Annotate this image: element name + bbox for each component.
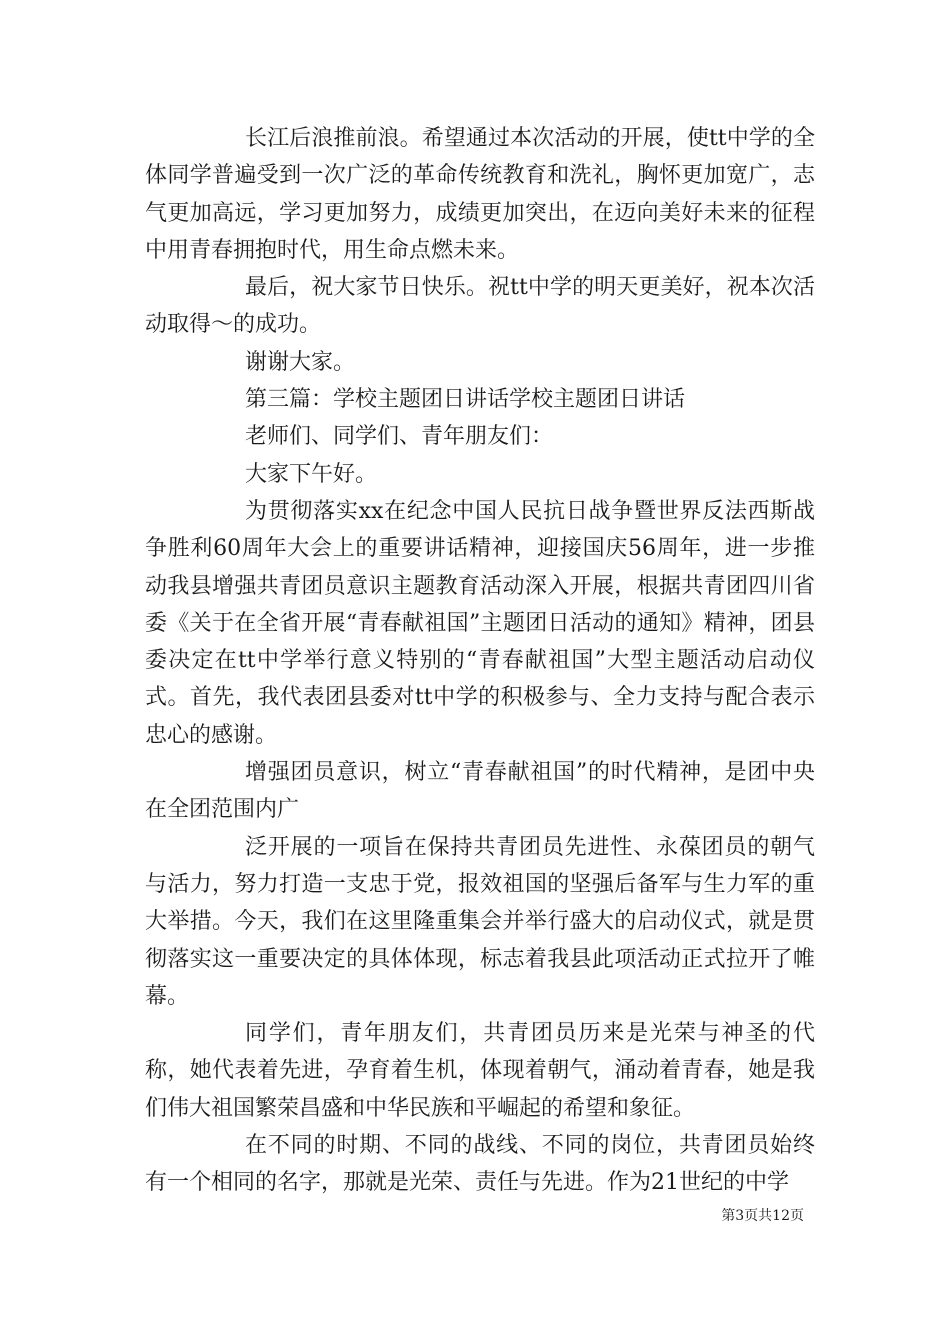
paragraph: 为贯彻落实xx在纪念中国人民抗日战争暨世界反法西斯战争胜利60周年大会上的重要讲话精神，迎接国庆56周年，进一步推动我县增强共青团员意识主题教育活动深入开展，根据共青团四川省委《关于在全省开展“青春献祖国”主题团日活动的通知》精神，团县委决定在tt中学举行意义特别的“青春献祖国”大型主题活动启动仪式。首先，我代表团县委对tt中学的积极参与、全力支持与配合表示忠心的感谢。 [145, 498, 815, 748]
paragraph: 在不同的时期、不同的战线、不同的岗位，共青团员始终有一个相同的名字，那就是光荣、责任与先进。作为21世纪的中学 [145, 1133, 815, 1196]
paragraph: 长江后浪推前浪。希望通过本次活动的开展，使tt中学的全体同学普遍受到一次广泛的革命传统教育和洗礼，胸怀更加宽广，志气更加高远，学习更加努力，成绩更加突出，在迈向美好未来的征程中用青春拥抱时代，用生命点燃未来。 [145, 126, 815, 263]
paragraph: 增强团员意识，树立“青春献祖国”的时代精神，是团中央在全团范围内广 [145, 760, 815, 823]
greeting: 大家下午好。 [245, 461, 378, 487]
section-heading: 第三篇：学校主题团日讲话学校主题团日讲话 [245, 387, 686, 413]
paragraph: 同学们，青年朋友们，共青团员历来是光荣与神圣的代称，她代表着先进，孕育着生机，体现着朝气，涌动着青春，她是我们伟大祖国繁荣昌盛和中华民族和平崛起的希望和象征。 [145, 1021, 815, 1121]
paragraph: 最后，祝大家节日快乐。祝tt中学的明天更美好，祝本次活动取得～的成功。 [145, 275, 815, 338]
paragraph: 泛开展的一项旨在保持共青团员先进性、永葆团员的朝气与活力，努力打造一支忠于党，报效祖国的坚强后备军与生力军的重大举措。今天，我们在这里隆重集会并举行盛大的启动仪式，就是贯彻落实这一重要决定的具体体现，标志着我县此项活动正式拉开了帷幕。 [145, 834, 815, 1009]
page-number-footer: 第3页共12页 [721, 1208, 804, 1224]
paragraph: 谢谢大家。 [245, 349, 356, 375]
body-text [145, 120, 815, 1202]
salutation: 老师们、同学们、青年朋友们： [245, 424, 554, 450]
